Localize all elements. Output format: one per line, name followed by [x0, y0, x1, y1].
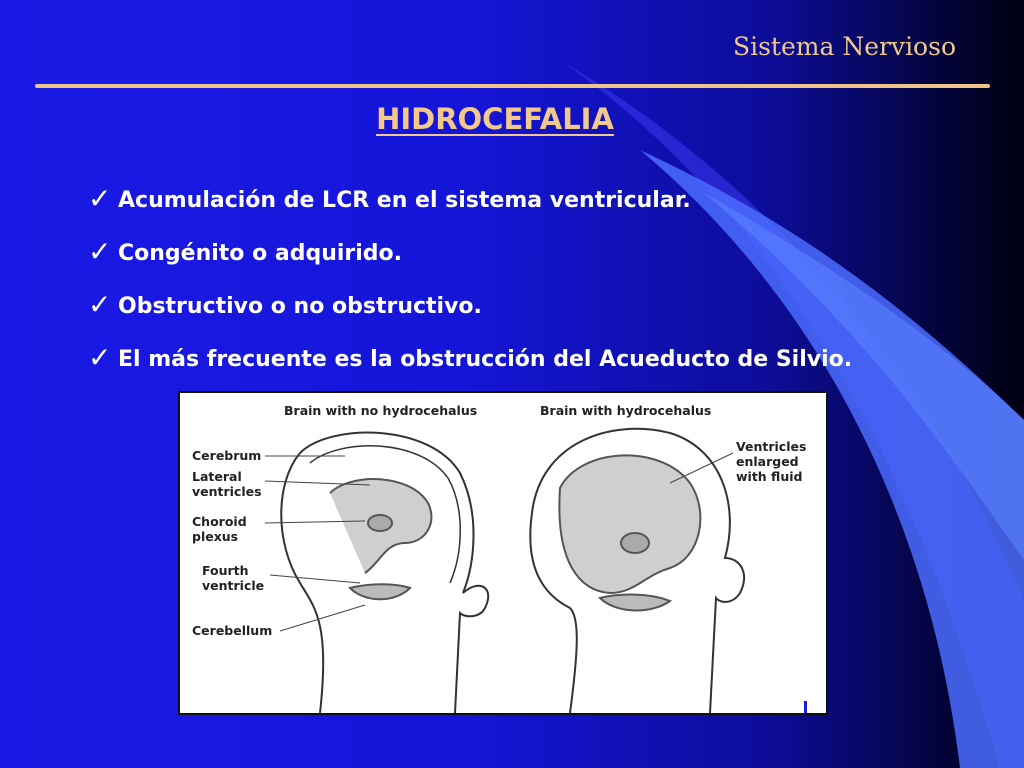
header-divider [35, 84, 990, 88]
section-label: Sistema Nervioso [732, 32, 956, 61]
label-enlarged-1: Ventricles [736, 439, 807, 454]
checkmark-icon: ✓ [88, 235, 112, 268]
checkmark-icon: ✓ [88, 288, 112, 321]
label-lateral-2: ventricles [192, 484, 262, 499]
label-choroid-1: Choroid [192, 514, 247, 529]
label-cerebrum: Cerebrum [192, 448, 262, 463]
label-fourth-2: ventricle [202, 578, 265, 593]
bullet-item: ✓ Obstructivo o no obstructivo. [88, 288, 482, 321]
bullet-list [88, 160, 852, 372]
label-choroid-2: plexus [192, 529, 239, 544]
checkmark-icon: ✓ [88, 182, 112, 215]
bullet-item: ✓ Acumulación de LCR en el sistema ventricular. [88, 182, 691, 215]
checkmark-icon: ✓ [88, 341, 112, 374]
label-fourth-1: Fourth [202, 563, 249, 578]
bullet-item: ✓ Congénito o adquirido. [88, 235, 403, 268]
hydrocephalus-diagram [178, 391, 828, 715]
right-heading: Brain with hydrocehalus [540, 403, 712, 418]
normal-brain-illustration [281, 433, 488, 713]
slide-title: HIDROCEFALIA [376, 102, 614, 136]
corner-mark [804, 701, 807, 713]
hydrocephalus-brain-illustration [530, 429, 744, 713]
label-lateral-1: Lateral [192, 469, 242, 484]
bullet-item: ✓ El más frecuente es la obstrucción del Acueducto de Silvio. [88, 341, 853, 374]
label-enlarged-3: with fluid [736, 469, 803, 484]
left-heading: Brain with no hydrocehalus [284, 403, 478, 418]
label-cerebellum: Cerebellum [192, 623, 273, 638]
label-enlarged-2: enlarged [736, 454, 799, 469]
